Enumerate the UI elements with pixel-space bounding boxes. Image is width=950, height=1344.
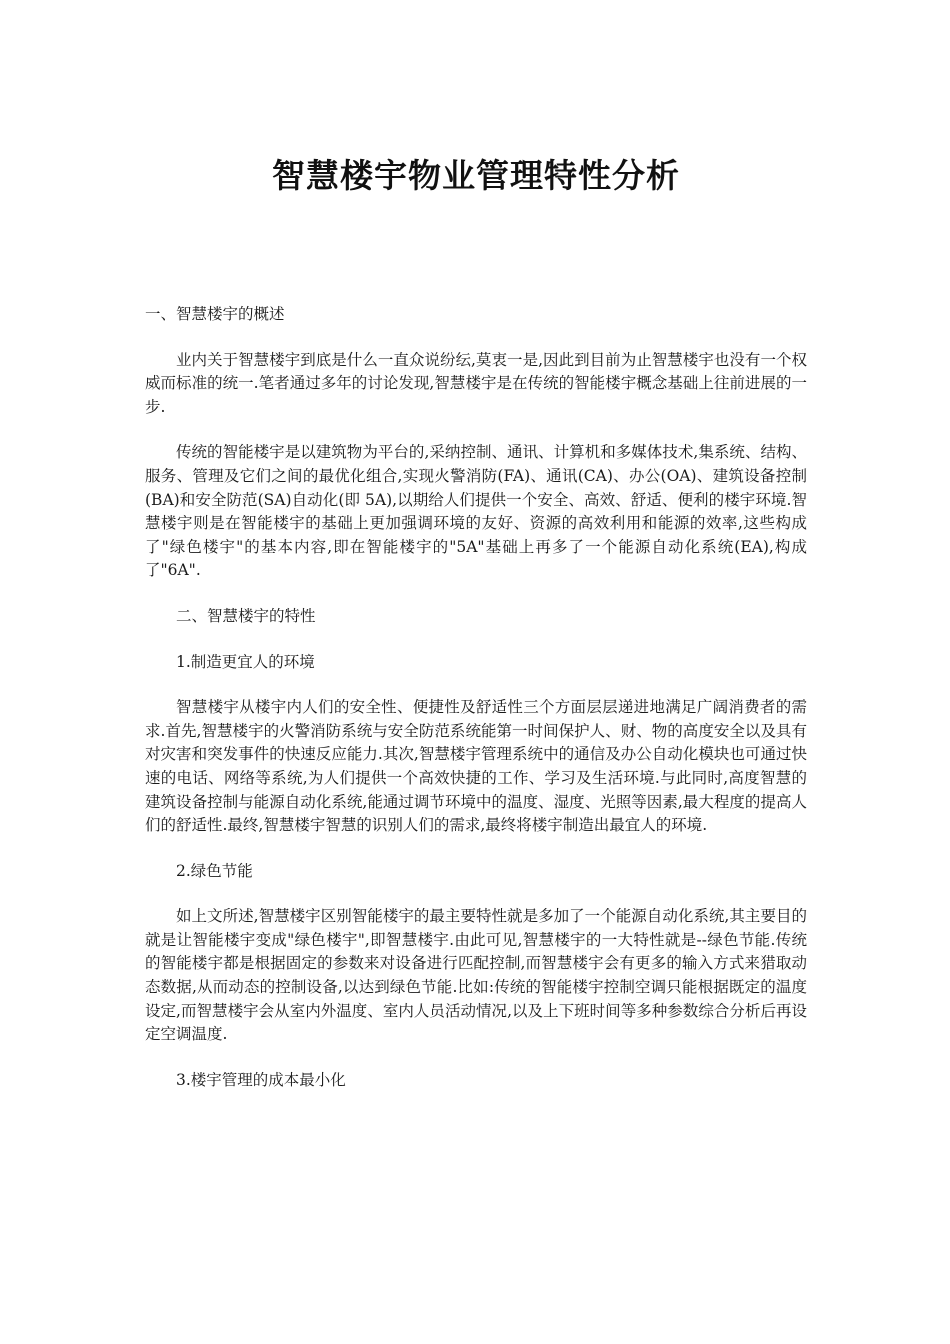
paragraph-green: 如上文所述,智慧楼宇区别智能楼宇的最主要特性就是多加了一个能源自动化系统,其主要目的就是让智能楼宇变成"绿色楼宇",即智慧楼宇.由此可见,智慧楼宇的一大特性就是--绿色节能.传统的智能楼宇都是根据固定的参数来对设备进行匹配控制,而智慧楼宇会有更多的输入方式来猎取动态数据,从而动态的控制设备,以达到绿色节能.比如:传统的智能楼宇控制空调只能根据既定的温度设定,而智慧楼宇会从室内外温度、室内人员活动情况,以及上下班时间等多种参数综合分析后再设定空调温度. <box>145 907 807 1044</box>
subsection-heading-cost: 3.楼宇管理的成本最小化 <box>176 1070 346 1089</box>
document-body <box>145 303 807 1114</box>
document-title: 智慧楼宇物业管理特性分析 <box>272 156 680 195</box>
subsection-heading-environment: 1.制造更宜人的环境 <box>176 652 315 671</box>
paragraph-overview-2: 传统的智能楼宇是以建筑物为平台的,采纳控制、通讯、计算机和多媒体技术,集系统、结构、服务、管理及它们之间的最优化组合,实现火警消防(FA)、通讯(CA)、办公(OA)、建筑设备控制(BA)和安全防范(SA)自动化(即 5A),以期给人们提供一个安全、高效、舒适、便利的楼宇环境.智慧楼宇则是在智能楼宇的基础上更加强调环境的友好、资源的高效利用和能源的效率,这些构成了"绿色楼宇"的基本内容,即在智能楼宇的"5A"基础上再多了一个能源自动化系统(EA),构成了"6A". <box>145 443 807 580</box>
paragraph-environment: 智慧楼宇从楼宇内人们的安全性、便捷性及舒适性三个方面层层递进地满足广阔消费者的需求.首先,智慧楼宇的火警消防系统与安全防范系统能第一时间保护人、财、物的高度安全以及具有对灾害和突发事件的快速反应能力.其次,智慧楼宇管理系统中的通信及办公自动化模块也可通过快速的电话、网络等系统,为人们提供一个高效快捷的工作、学习及生活环境.与此同时,高度智慧的建筑设备控制与能源自动化系统,能通过调节环境中的温度、湿度、光照等因素,最大程度的提高人们的舒适性.最终,智慧楼宇智慧的识别人们的需求,最终将楼宇制造出最宜人的环境. <box>145 698 807 835</box>
subsection-heading-green: 2.绿色节能 <box>176 861 253 880</box>
section-heading-overview: 一、智慧楼宇的概述 <box>145 305 285 323</box>
section-heading-features: 二、智慧楼宇的特性 <box>176 606 316 625</box>
paragraph-overview-1: 业内关于智慧楼宇到底是什么一直众说纷纭,莫衷一是,因此到目前为止智慧楼宇也没有一个权威而标准的统一.笔者通过多年的讨论发现,智慧楼宇是在传统的智能楼宇概念基础上往前进展的一步. <box>145 350 807 416</box>
